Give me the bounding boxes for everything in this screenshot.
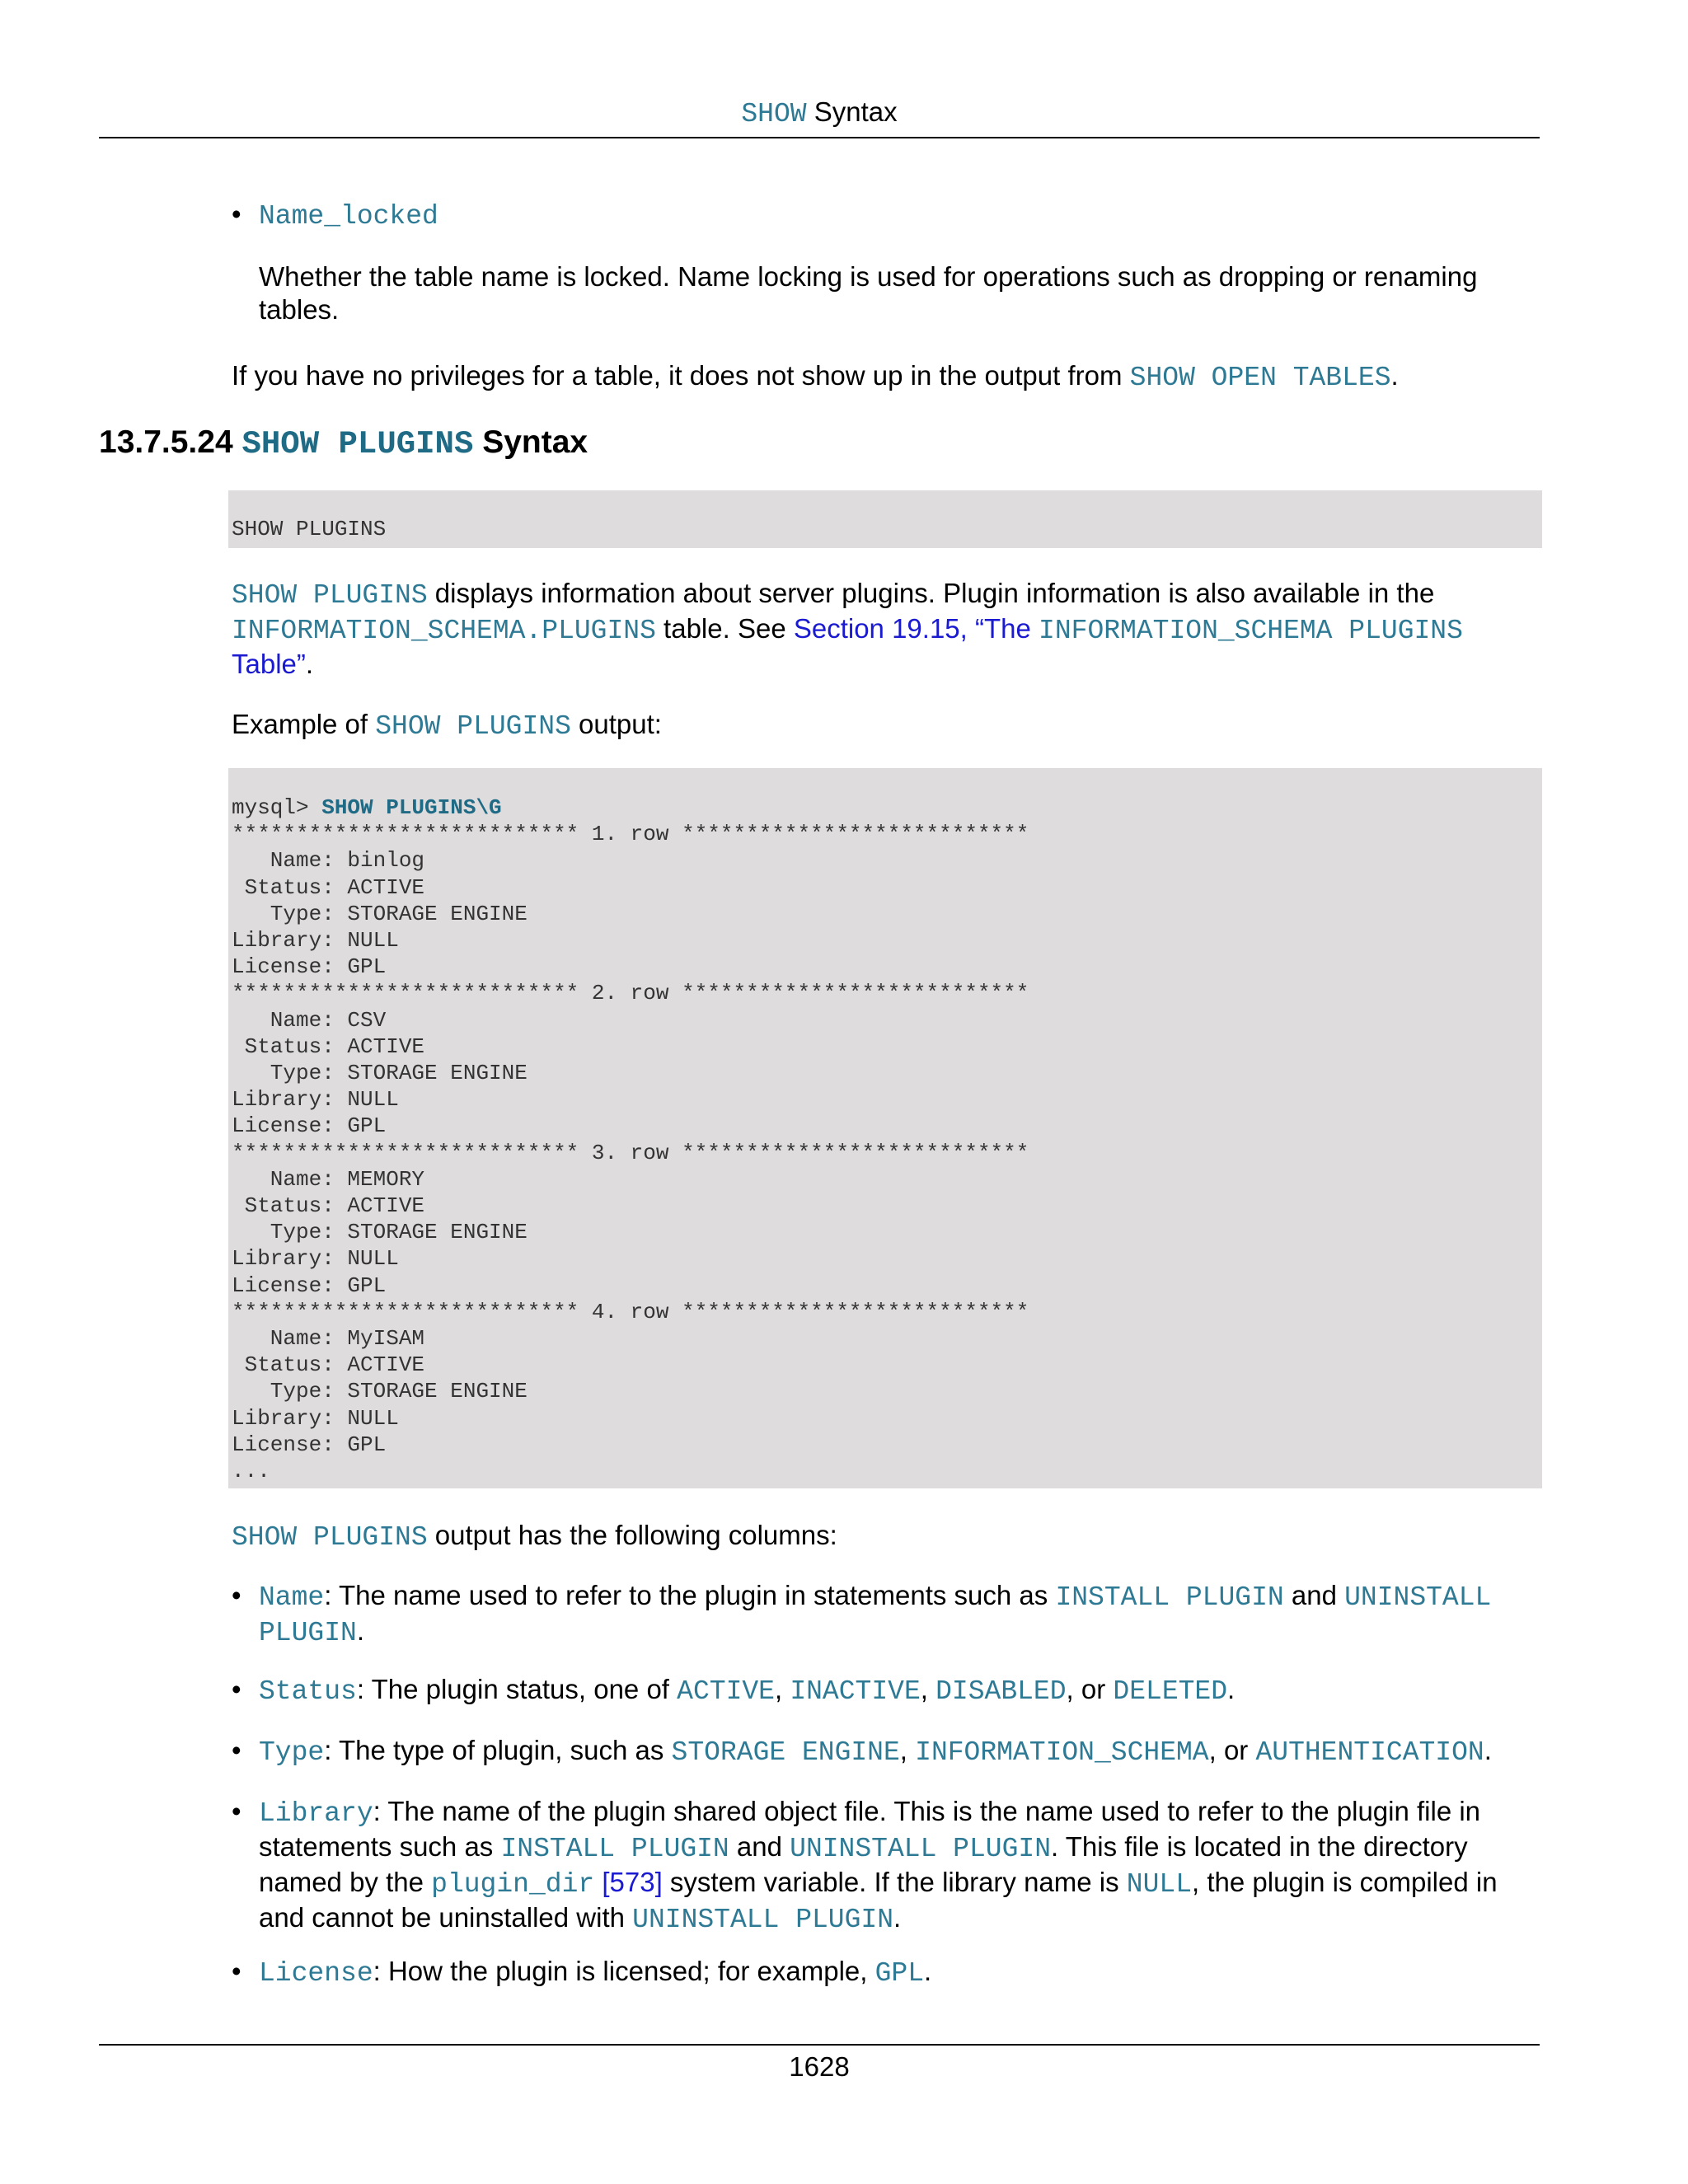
- example-paragraph: Example of SHOW PLUGINS output:: [232, 709, 662, 742]
- example-output-line: Status: ACTIVE: [244, 1033, 425, 1059]
- example-output-line: *************************** 1. row ***************************: [232, 822, 1029, 847]
- running-header: [0, 96, 1639, 131]
- privileges-paragraph: If you have no privileges for a table, it does not show up in the output from SHOW OPEN TABLES.: [232, 360, 1399, 393]
- column-library-item: Library: The name of the plugin shared object file. This is the name used to refer to the plugin file in statements such as INSTALL PLUGIN and UNINSTALL PLUGIN. This file is located in the directory named by the plugin_dir [573] system variable. If the library name is NULL, the plugin is compiled in and cannot be uninstalled with UNINSTALL PLUGIN.: [259, 1796, 1498, 1935]
- bullet-mark: •: [232, 1735, 241, 1765]
- syntax-code-block: SHOW PLUGINS: [228, 490, 1542, 548]
- bullet-mark: •: [232, 1674, 241, 1704]
- header-code: SHOW: [741, 99, 807, 129]
- section-heading: [99, 422, 588, 465]
- example-output-line: Type: STORAGE ENGINE: [270, 1379, 528, 1404]
- section-19-15-link[interactable]: Section 19.15, “The INFORMATION_SCHEMA PLUGINS Table”: [232, 613, 1463, 679]
- example-command: SHOW PLUGINS\G: [321, 795, 502, 820]
- example-output-line: Name: CSV: [270, 1007, 387, 1033]
- bullet-mark: •: [232, 1796, 241, 1826]
- example-output-line: License: GPL: [232, 1272, 387, 1298]
- columns-paragraph: SHOW PLUGINS output has the following columns:: [232, 1520, 837, 1553]
- example-output-line: License: GPL: [232, 1432, 387, 1457]
- example-output-line: Status: ACTIVE: [244, 1193, 425, 1219]
- example-output-line: Library: NULL: [232, 928, 399, 954]
- intro-paragraph: SHOW PLUGINS displays information about server plugins. Plugin information is also available in the INFORMATION_SCHEMA.PLUGINS table. See Section 19.15, “The INFORMATION_SCHEMA PLUGINS Table”.: [232, 578, 1463, 679]
- example-output-line: Status: ACTIVE: [244, 1352, 425, 1378]
- column-type-item: Type: The type of plugin, such as STORAGE ENGINE, INFORMATION_SCHEMA, or AUTHENTICATION.: [259, 1735, 1492, 1768]
- example-output-line: Name: binlog: [270, 848, 425, 874]
- page-number: 1628: [789, 2051, 850, 2082]
- bullet-mark: •: [232, 199, 241, 229]
- column-name-item: Name: The name used to refer to the plugin in statements such as INSTALL PLUGIN and UNINSTALL PLUGIN.: [259, 1580, 1492, 1648]
- name-locked-description: Whether the table name is locked. Name locking is used for operations such as dropping or renaming tables.: [259, 261, 1478, 325]
- section-code: SHOW PLUGINS: [241, 426, 474, 462]
- example-output-line: Status: ACTIVE: [244, 874, 425, 900]
- example-output-line: *************************** 2. row ***************************: [232, 981, 1029, 1006]
- plugin-dir-ref-link[interactable]: [573]: [602, 1867, 663, 1897]
- example-output-line: License: GPL: [232, 1113, 387, 1139]
- header-title: Syntax: [814, 96, 898, 127]
- example-output-line: Name: MyISAM: [270, 1326, 425, 1352]
- example-output-line: License: GPL: [232, 954, 387, 980]
- column-license-item: License: How the plugin is licensed; for example, GPL.: [259, 1956, 932, 1989]
- example-output-line: Library: NULL: [232, 1246, 399, 1272]
- example-code-block: [228, 768, 1542, 1488]
- column-status-item: Status: The plugin status, one of ACTIVE, INACTIVE, DISABLED, or DELETED.: [259, 1674, 1236, 1707]
- section-number: 13.7.5.24: [99, 424, 233, 460]
- section-word: Syntax: [482, 424, 588, 460]
- example-output-line: ...: [232, 1459, 270, 1484]
- name-locked-term: Name_locked: [259, 201, 438, 232]
- mysql-prompt: mysql>: [232, 795, 322, 820]
- bullet-mark: •: [232, 1580, 241, 1610]
- example-output-line: Library: NULL: [232, 1405, 399, 1431]
- example-output: [232, 822, 1029, 1483]
- example-output-line: Name: MEMORY: [270, 1166, 425, 1192]
- example-output-line: Type: STORAGE ENGINE: [270, 901, 528, 926]
- header-rule: [99, 137, 1540, 138]
- example-output-line: *************************** 4. row ***************************: [232, 1299, 1029, 1324]
- example-output-line: Library: NULL: [232, 1087, 399, 1113]
- example-output-line: Type: STORAGE ENGINE: [270, 1220, 528, 1245]
- example-output-line: *************************** 3. row ***************************: [232, 1140, 1029, 1165]
- footer-rule: [99, 2044, 1540, 2046]
- example-output-line: Type: STORAGE ENGINE: [270, 1061, 528, 1086]
- bullet-mark: •: [232, 1956, 241, 1986]
